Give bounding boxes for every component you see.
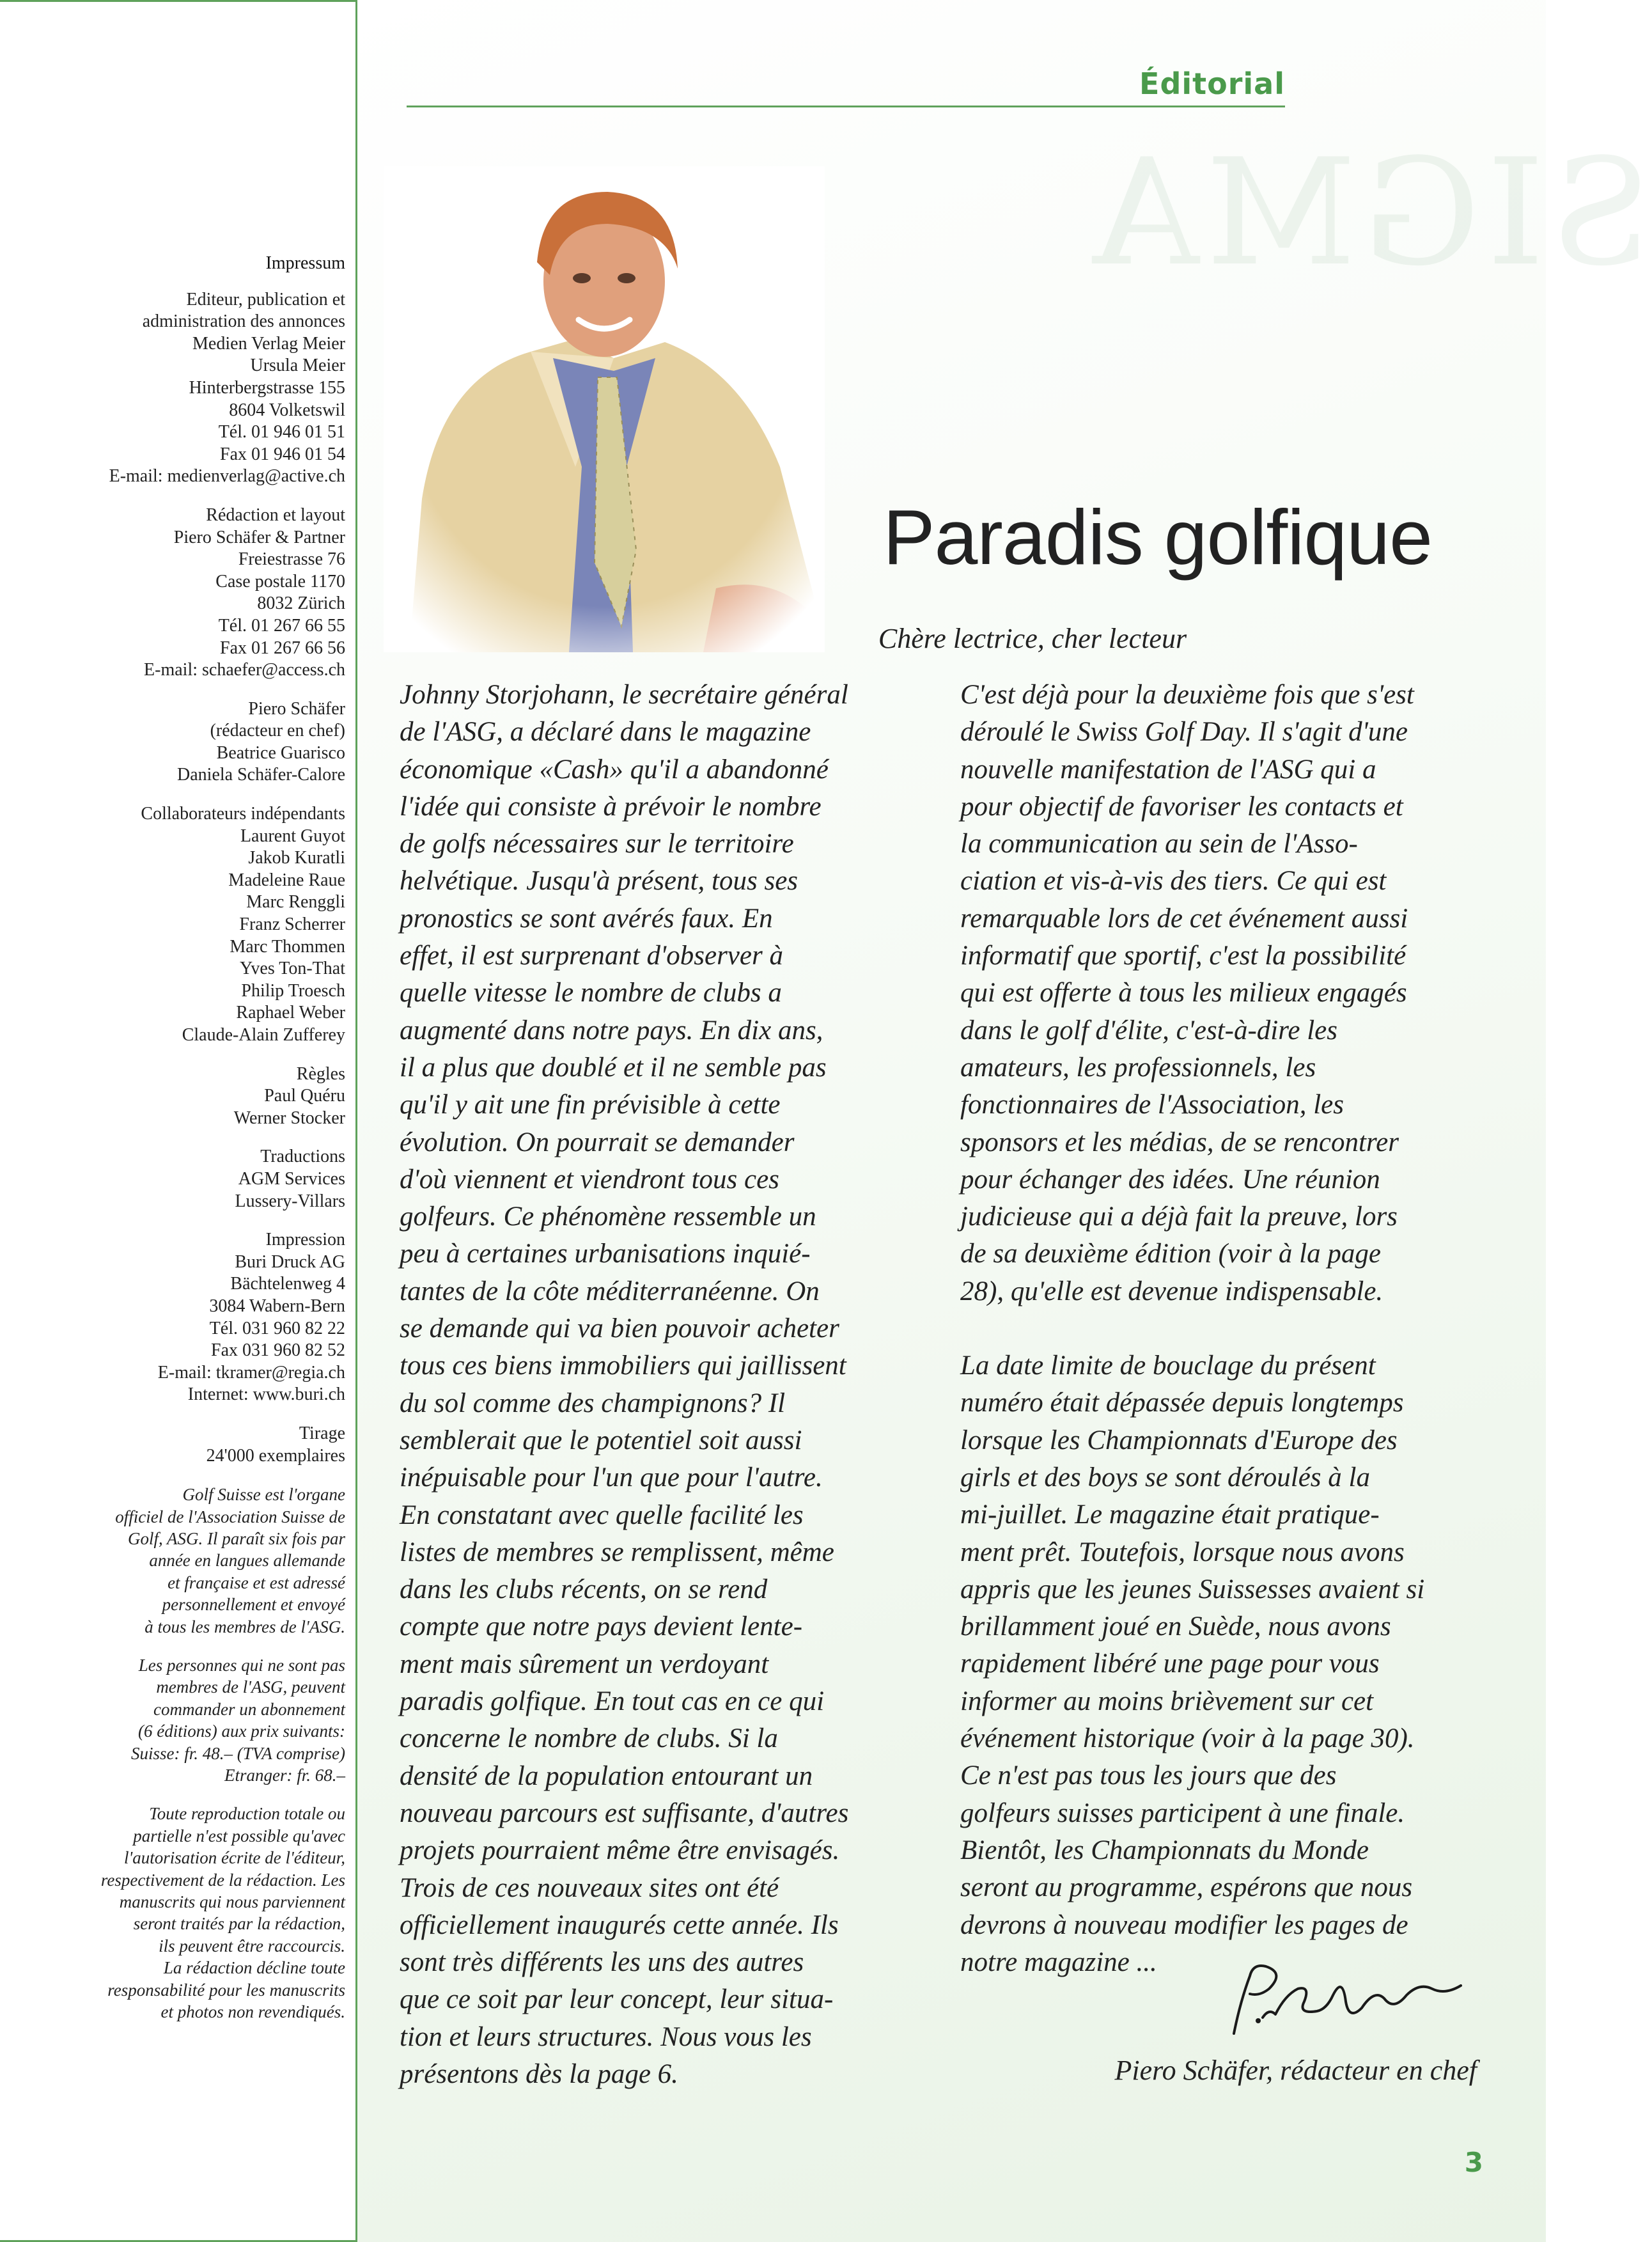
text-line: peu à certaines urbanisations inquié- (400, 1239, 811, 1269)
text-line: personnellement et envoyé (162, 1595, 345, 1615)
section-rule (407, 106, 1285, 107)
section-label: Éditorial (1139, 67, 1285, 101)
right-paragraph-2 (960, 1347, 1484, 1981)
text-line: ciation et vis-à-vis des tiers. Ce qui est (960, 866, 1387, 897)
text-line: Les personnes qui ne sont pas (138, 1655, 345, 1675)
text-line: pour échanger des idées. Une réunion (960, 1164, 1380, 1195)
text-line: 8032 Zürich (257, 593, 345, 614)
text-line: mi-juillet. Le magazine était pratique- (960, 1500, 1380, 1530)
text-line: Medien Verlag Meier (192, 333, 345, 354)
page-number: 3 (1464, 2147, 1483, 2178)
impressum-sidebar (51, 253, 345, 2039)
text-line: devrons à nouveau modifier les pages de (960, 1909, 1408, 1940)
author-portrait (384, 166, 825, 652)
text-line: Règles (296, 1063, 345, 1084)
text-line: à tous les membres de l'ASG. (144, 1617, 345, 1636)
text-line: compte que notre pays devient lente- (400, 1611, 803, 1642)
text-line: se demande qui va bien pouvoir acheter (400, 1313, 839, 1344)
text-line: de sa deuxième édition (voir à la page (960, 1239, 1381, 1269)
text-line: Philip Troesch (241, 980, 345, 1001)
text-line: sponsors et les médias, de se rencontrer (960, 1127, 1399, 1157)
text-line: Fax 01 267 66 56 (220, 638, 345, 658)
text-line: de l'ASG, a déclaré dans le magazine (400, 717, 811, 748)
text-line: girls et des boys se sont déroulés à la (960, 1462, 1370, 1493)
text-line: Ce n'est pas tous les jours que des (960, 1760, 1337, 1791)
text-line: En constatant avec quelle facilité les (400, 1500, 804, 1530)
text-line: numéro était dépassée depuis longtemps (960, 1388, 1404, 1418)
text-line: Claude-Alain Zufferey (182, 1025, 345, 1045)
text-line: et française et est adressé (168, 1572, 345, 1592)
paragraph-gap (960, 1310, 1484, 1347)
text-line: Piero Schäfer & Partner (173, 527, 345, 547)
text-line: évolution. On pourrait se demander (400, 1127, 795, 1157)
text-line: la communication au sein de l'Asso- (960, 829, 1358, 859)
text-line: pour objectif de favoriser les contacts et (960, 791, 1403, 822)
text-line: ils peuvent être raccourcis. (159, 1936, 345, 1956)
article-column-left (400, 677, 924, 2093)
impressum-group (51, 505, 345, 682)
text-line: Beatrice Guarisco (216, 742, 345, 763)
editor-signoff: Piero Schäfer, rédacteur en chef (1114, 2055, 1477, 2086)
text-line: brillamment joué en Suède, nous avons (960, 1611, 1391, 1642)
article-headline: Paradis golfique (883, 494, 1432, 581)
text-line: du sol comme des champignons? Il (400, 1388, 786, 1418)
text-line: seront traités par la rédaction, (133, 1914, 345, 1934)
text-line: Ursula Meier (250, 356, 345, 376)
text-line: Rédaction et layout (206, 505, 345, 525)
text-line: Suisse: fr. 48.– (TVA comprise) (131, 1743, 345, 1763)
text-line: Madeleine Raue (228, 870, 345, 890)
text-line: qu'il y ait une fin prévisible à cette (400, 1090, 781, 1120)
text-line: que ce soit par leur concept, leur situa- (400, 1984, 834, 2015)
text-line: partielle n'est possible qu'avec (133, 1826, 345, 1846)
text-line: lorsque les Championnats d'Europe des (960, 1425, 1398, 1455)
text-line: manuscrits qui nous parviennent (119, 1892, 345, 1911)
text-line: augmenté dans notre pays. En dix ans, (400, 1015, 823, 1046)
text-line: concerne le nombre de clubs. Si la (400, 1723, 778, 1754)
text-line: Laurent Guyot (240, 826, 345, 846)
text-line: (6 éditions) aux prix suivants: (138, 1721, 345, 1741)
text-line: qui est offerte à tous les milieux engagés (960, 978, 1407, 1008)
text-line: Fax 01 946 01 54 (220, 444, 345, 464)
text-line: Trois de ces nouveaux sites ont été (400, 1872, 779, 1903)
text-line: Daniela Schäfer-Calore (177, 765, 345, 785)
impressum-note (51, 1484, 345, 1638)
text-line: il a plus que doublé et il ne semble pas (400, 1052, 827, 1083)
text-line: officiellement inaugurés cette année. Ils (400, 1909, 839, 1940)
text-line: projets pourraient même être envisagés. (400, 1835, 840, 1866)
text-line: 8604 Volketswil (229, 400, 345, 420)
text-line: appris que les jeunes Suissesses avaient si (960, 1574, 1425, 1604)
text-line: déroulé le Swiss Golf Day. Il s'agit d'une (960, 717, 1408, 748)
text-line: de golfs nécessaires sur le territoire (400, 829, 794, 859)
text-line: Werner Stocker (233, 1108, 345, 1128)
text-line: Golf Suisse est l'organe (182, 1485, 345, 1505)
text-line: E-mail: schaefer@access.ch (144, 660, 345, 680)
text-line: Paul Quéru (264, 1086, 345, 1106)
text-line: Yves Ton-That (239, 959, 345, 979)
text-line: dans les clubs récents, on se rend (400, 1574, 768, 1605)
text-line: Freiestrasse 76 (238, 549, 345, 570)
text-line: C'est déjà pour la deuxième fois que s'est (960, 680, 1414, 710)
text-line: pronostics se sont avérés faux. En (400, 903, 773, 934)
text-line: Lussery-Villars (235, 1191, 345, 1211)
text-line: listes de membres se remplissent, même (400, 1537, 834, 1567)
text-line: Toute reproduction totale ou (149, 1804, 345, 1824)
text-line: Impression (265, 1230, 345, 1250)
text-line: tantes de la côte méditerranéenne. On (400, 1276, 820, 1306)
text-line: Raphael Weber (236, 1003, 345, 1023)
text-line: Tirage (299, 1423, 345, 1443)
text-line: Traductions (260, 1147, 345, 1167)
text-line: Tél. 01 946 01 51 (218, 422, 345, 443)
text-line: AGM Services (238, 1168, 345, 1189)
text-line: présentons dès la page 6. (400, 2058, 678, 2089)
impressum-notes (51, 1484, 345, 2023)
text-line: notre magazine ... (960, 1947, 1157, 1977)
text-line: effet, il est surprenant d'observer à (400, 941, 783, 971)
text-line: La rédaction décline toute (163, 1958, 345, 1978)
impressum-group (51, 803, 345, 1047)
impressum-group (51, 1146, 345, 1212)
text-line: semblerait que le potentiel soit aussi (400, 1425, 802, 1455)
text-line: dans le golf d'élite, c'est-à-dire les (960, 1015, 1337, 1046)
text-line: Fax 031 960 82 52 (211, 1340, 345, 1361)
text-line: Buri Druck AG (235, 1251, 345, 1272)
text-line: seront au programme, espérons que nous (960, 1872, 1413, 1903)
text-line: officiel de l'Association Suisse de (115, 1507, 345, 1526)
text-line: l'autorisation écrite de l'éditeur, (123, 1848, 345, 1868)
text-line: remarquable lors de cet événement aussi (960, 903, 1408, 934)
text-line: Piero Schäfer (248, 698, 345, 719)
sidebar-divider (355, 0, 357, 2242)
impressum-group (51, 1229, 345, 1406)
text-line: Bächtelenweg 4 (230, 1274, 345, 1294)
text-line: Hinterbergstrasse 155 (189, 377, 345, 398)
text-line: tous ces biens immobiliers qui jaillissent (400, 1351, 846, 1381)
impressum-group (51, 289, 345, 488)
text-line: tion et leurs structures. Nous vous les (400, 2021, 812, 2052)
top-border (0, 0, 357, 2)
text-line: paradis golfique. En tout cas en ce qui (400, 1686, 825, 1717)
impressum-groups (51, 289, 345, 1468)
text-line: judicieuse qui a déjà fait la preuve, lors (960, 1202, 1398, 1232)
text-line: année en langues allemande (149, 1551, 345, 1571)
text-line: nouveau parcours est suffisante, d'autres (400, 1798, 849, 1828)
text-line: administration des annonces (142, 311, 345, 332)
text-line: Case postale 1170 (215, 571, 345, 592)
text-line: quelle vitesse le nombre de clubs a (400, 978, 782, 1008)
text-line: Etranger: fr. 68.– (224, 1765, 345, 1785)
text-line: Tél. 031 960 82 22 (209, 1318, 345, 1338)
text-line: respectivement de la rédaction. Les (100, 1870, 345, 1890)
text-line: rapidement libéré une page pour vous (960, 1649, 1380, 1679)
text-line: responsabilité pour les manuscrits (107, 1980, 345, 2000)
text-line: Marc Renggli (246, 892, 345, 913)
text-line: La date limite de bouclage du présent (960, 1351, 1376, 1381)
text-line: ment prêt. Toutefois, lorsque nous avons (960, 1537, 1405, 1567)
text-line: commander un abonnement (153, 1699, 345, 1719)
text-line: d'où viennent et viendront tous ces (400, 1164, 779, 1195)
text-line: golfeurs. Ce phénomène ressemble un (400, 1202, 816, 1232)
editor-signature (1215, 1950, 1470, 2046)
text-line: fonctionnaires de l'Association, les (960, 1090, 1344, 1120)
text-line: Marc Thommen (230, 936, 345, 957)
background-watermark: SIGMA (1087, 128, 1652, 299)
text-line: Bientôt, les Championnats du Monde (960, 1835, 1369, 1865)
article-greeting: Chère lectrice, cher lecteur (878, 623, 1187, 654)
text-line: 3084 Wabern-Bern (209, 1296, 345, 1316)
impressum-group (51, 1423, 345, 1467)
text-line: et photos non revendiqués. (160, 2002, 345, 2022)
text-line: Franz Scherrer (239, 914, 345, 935)
text-line: sont très différents les uns des autres (400, 1947, 804, 1978)
text-line: Internet: www.buri.ch (187, 1384, 345, 1405)
text-line: Golf, ASG. Il paraît six fois par (127, 1528, 345, 1548)
text-line: l'idée qui consiste à prévoir le nombre (400, 791, 822, 822)
right-paragraph-1 (960, 677, 1484, 1310)
right-margin (1546, 0, 1562, 2242)
text-line: E-mail: medienverlag@active.ch (109, 466, 345, 487)
text-line: golfeurs suisses participent à une finale. (960, 1798, 1405, 1828)
text-line: Jakob Kuratli (248, 848, 345, 868)
text-line: événement historique (voir à la page 30). (960, 1723, 1415, 1754)
text-line: ment mais sûrement un verdoyant (400, 1649, 769, 1679)
text-line: (rédacteur en chef) (210, 721, 345, 741)
text-line: économique «Cash» qu'il a abandonné (400, 754, 829, 785)
text-line: 24'000 exemplaires (206, 1445, 345, 1466)
text-line: informatif que sportif, c'est la possibilité (960, 941, 1407, 971)
text-line: helvétique. Jusqu'à présent, tous ses (400, 866, 799, 897)
article-column-right (960, 677, 1484, 1981)
text-line: inépuisable pour l'un que pour l'autre. (400, 1462, 823, 1493)
text-line: Johnny Storjohann, le secrétaire général (400, 680, 848, 710)
impressum-note (51, 1803, 345, 2023)
text-line: membres de l'ASG, peuvent (156, 1677, 345, 1697)
impressum-note (51, 1654, 345, 1786)
text-line: Collaborateurs indépendants (141, 804, 345, 824)
impressum-title: Impressum (265, 253, 345, 273)
text-line: densité de la population entourant un (400, 1760, 813, 1791)
impressum-group (51, 1063, 345, 1130)
text-line: Editeur, publication et (186, 289, 345, 310)
impressum-group (51, 698, 345, 787)
text-line: 28), qu'elle est devenue indispensable. (960, 1276, 1383, 1306)
text-line: amateurs, les professionnels, les (960, 1052, 1316, 1083)
text-line: E-mail: tkramer@regia.ch (157, 1362, 345, 1383)
text-line: Tél. 01 267 66 55 (218, 615, 345, 636)
text-line: informer au moins brièvement sur cet (960, 1686, 1374, 1716)
text-line: nouvelle manifestation de l'ASG qui a (960, 754, 1376, 785)
